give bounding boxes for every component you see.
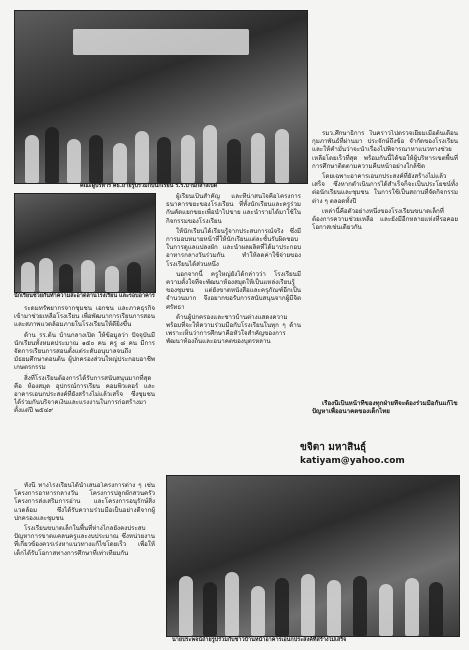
article-column-1: [14, 305, 155, 480]
article-column-3-bold: [312, 400, 458, 436]
top-photo: [14, 10, 308, 184]
col1-para: ด้าน รร.ต้น บ้านกลางเปิด ให้ข้อมูลว่า ปัจจุบันมีนักเรียนทั้งหมดประมาณ ๑๕๐ คน ครู ๘ คน มีการจัดการเรียนการสอนตั้งแต่ระดับอนุบาลจนถึงมัธยมศึกษาตอนต้น ผู้ปกครองส่วนใหญ่ประกอบอาชีพเกษตรกรรม: [14, 331, 155, 372]
middle-photo: [14, 193, 156, 293]
villagers-figures: [167, 532, 459, 636]
col2-para: ผู้เรียนเป็นสำคัญ และที่น่าสนใจคือโครงการธนาคารขยะของโรงเรียน ที่ทั้งนักเรียนและครูร่วมกันคัดแยกขยะเพื่อนำไปขาย และนำรายได้มาใช้ในกิจกรรมของโรงเรียน: [166, 193, 301, 225]
article-column-1-lower: [14, 482, 155, 642]
col3-para: โดยเฉพาะอาคารเอนกประสงค์ที่ยังสร้างไม่แล้วเสร็จ ซึ่งหากดำเนินการได้สำเร็จก็จะเป็นประโยชน์ทั้งต่อนักเรียนและชุมชน ในการใช้เป็นสถานที่จัดกิจกรรมต่าง ๆ ตลอดทั้งปี: [312, 173, 458, 205]
author-email: katiyam@yahoo.com: [300, 456, 405, 466]
top-photo-caption: คณะผู้บริหาร ศธ.ถ่ายรูปร่วมกับนักเรียน ร.ร.บ้านกลางเปิด: [80, 183, 218, 189]
col2-para: นอกจากนี้ ครูใหญ่ยังได้กล่าวว่า โรงเรียนมีความตั้งใจที่จะพัฒนาห้องสมุดให้เป็นแหล่งเรียนรู้ของชุมชน แต่ยังขาดหนังสือและครุภัณฑ์อีกเป็นจำนวนมาก จึงอยากขอรับการสนับสนุนจากผู้มีจิตศรัทธา: [166, 270, 301, 311]
author-byline: [300, 440, 460, 466]
col3-bold-para: เรื่องนี้เป็นหน้าที่ของทุกฝ่ายที่จะต้องร่วมมือกันแก้ไขปัญหาเพื่ออนาคตของเด็กไทย: [312, 400, 458, 416]
middle-photo-caption: นักเรียนช่วยกันทำความสะอาดลานโรงเรียน และรอบอาคาร: [14, 293, 155, 299]
col1-para: ระดมทรัพยากรจากชุมชน เอกชน และภาคธุรกิจ เข้ามาช่วยเหลือโรงเรียน เพื่อพัฒนาการเรียนการสอนและสภาพแวดล้อมภายในโรงเรียนให้ดียิ่งขึ้น: [14, 305, 155, 329]
col1-para: ทั้งนี้ ทางโรงเรียนได้นำเสนอโครงการต่าง ๆ เช่น โครงการอาหารกลางวัน โครงการปลูกผักสวนครัว โครงการส่งเสริมการอ่าน และโครงการอนุรักษ์สิ่งแวดล้อม ซึ่งได้รับความร่วมมือเป็นอย่างดีจากผู้ปกครองและชุมชน: [14, 482, 155, 522]
col2-para: ด้านผู้ปกครองและชาวบ้านต่างแสดงความพร้อมที่จะให้ความร่วมมือกับโรงเรียนในทุก ๆ ด้าน เพราะเห็นว่าการศึกษาคือหัวใจสำคัญของการพัฒนาท้องถิ่นและอนาคตของบุตรหลาน: [166, 313, 301, 346]
author-name: ขจิตา มหาสินธุ์: [300, 442, 367, 453]
students-figures: [15, 228, 155, 292]
col2-para: ให้นักเรียนได้เรียนรู้จากประสบการณ์จริง ซึ่งมีการมอบหมายหน้าที่ให้นักเรียนแต่ละชั้นรับผิดชอบในการดูแลแปลงผัก และนำผลผลิตที่ได้มาประกอบอาหารกลางวันร่วมกัน ทำให้ลดค่าใช้จ่ายของโรงเรียนได้ส่วนหนึ่ง: [166, 227, 301, 268]
bottom-photo-caption: นายประพจน์ถ่ายรูปร่วมกับชาวบ้านหน้าอาคารเอนกประสงค์ที่สร้างไม่เสร็จ: [172, 637, 347, 643]
col3-para: รมว.ศึกษาธิการ ในคราวไปตรวจเยี่ยมเมื่อต้นเดือนกุมภาพันธ์ที่ผ่านมา ประจักษ์ถึงข้อ จำกัดของโรงเรียนและให้คำมั่นว่าจะนำเรื่องไปพิจารณาหาแนวทางช่วยเหลือโดยเร็วที่สุด พร้อมกันนี้ได้ขอให้ผู้บริหารเขตพื้นที่การศึกษาติดตามความคืบหน้าอย่างใกล้ชิด: [312, 130, 458, 170]
article-column-2: [166, 193, 301, 473]
col1-para: โรงเรียนขนาดเล็กในพื้นที่ห่างไกลยังคงประสบปัญหาการขาดแคลนครูและงบประมาณ ซึ่งหน่วยงานที่เกี่ยวข้องควรเร่งหาแนวทางแก้ไขโดยเร็ว เพื่อให้เด็กได้รับโอกาสทางการศึกษาที่เท่าเทียมกัน: [14, 525, 155, 557]
people-figures: [15, 71, 307, 183]
bottom-photo: [166, 475, 460, 637]
col3-para: เหล่านี้คือตัวอย่างหนึ่งของโรงเรียนขนาดเล็กที่ต้องการความช่วยเหลือ และยังมีอีกหลายแห่งที่รอคอยโอกาสเช่นเดียวกัน: [312, 207, 458, 232]
col1-para: สิ่งที่โรงเรียนต้องการได้รับการสนับสนุนมากที่สุดคือ ห้องสมุด อุปกรณ์การเรียน คอมพิวเตอร์ และอาคารเอนกประสงค์ที่ยังสร้างไม่แล้วเสร็จ ซึ่งชุมชนได้ร่วมกันบริจาคเงินและแรงงานในการก่อสร้างมาตั้งแต่ปี ๒๕๔๙: [14, 374, 155, 415]
article-column-3: [312, 130, 458, 398]
banner-shape: [73, 29, 248, 55]
